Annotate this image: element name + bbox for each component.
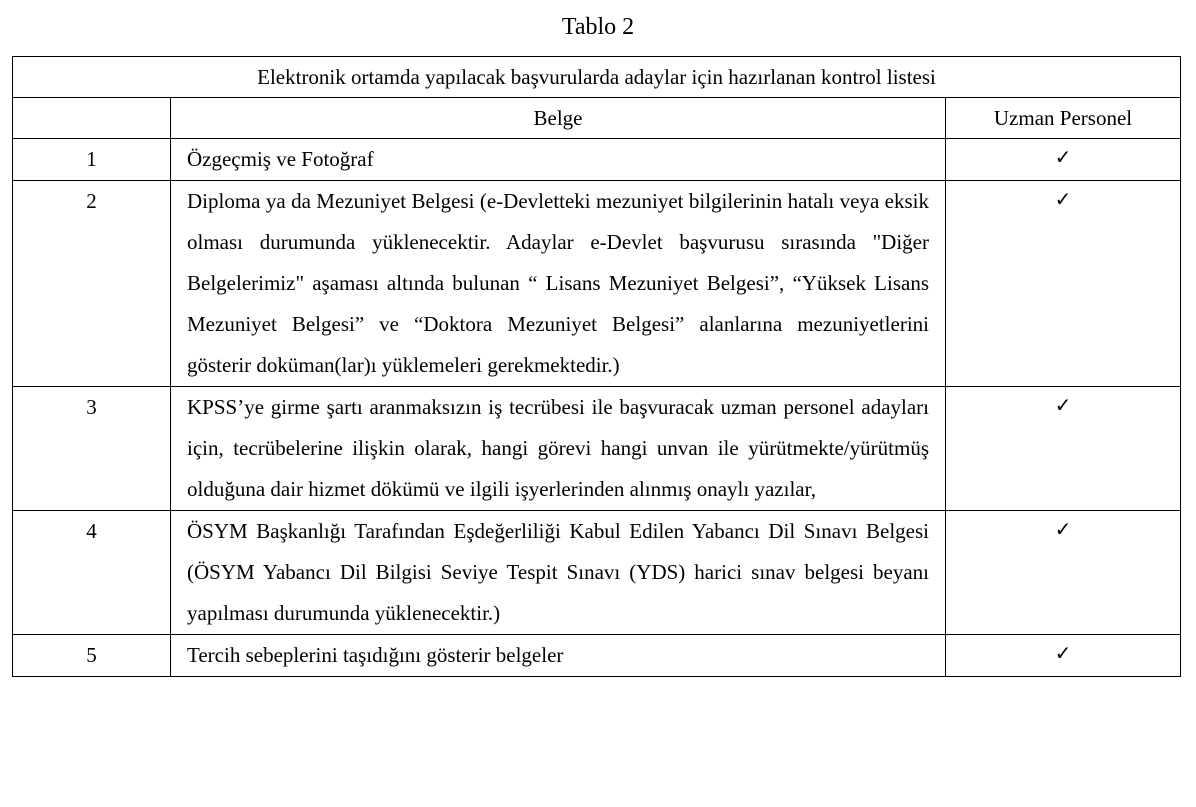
page-title: Tablo 2 [561, 14, 635, 40]
check-icon [946, 511, 1181, 635]
row-document: Diploma ya da Mezuniyet Belgesi (e-Devletteki mezuniyet bilgilerinin hatalı veya eksik olması durumunda yüklenecektir. Adaylar e-Devlet başvurusu sırasında "Diğer Belgelerimiz" aşaması altında bulunan “ Lisans Mezuniyet Belgesi”, “Yüksek Lisans Mezuniyet Belgesi” ve “Doktora Mezuniyet Belgesi” alanlarına mezuniyetlerini gösterir doküman(lar)ı yüklemeleri gerekmektedir.) [171, 181, 946, 387]
table-header-row [13, 98, 1181, 139]
checklist-table [12, 56, 1181, 677]
table-row [13, 387, 1181, 511]
header-document: Belge [171, 98, 946, 139]
table-caption-row [13, 57, 1181, 98]
check-icon [946, 635, 1181, 677]
row-document: KPSS’ye girme şartı aranmaksızın iş tecrübesi ile başvuracak uzman personel adayları için, tecrübelerine ilişkin olarak, hangi görevi hangi unvan ile yürütmekte/yürütmüş olduğuna dair hizmet dökümü ve ilgili işyerlerinden alınmış onaylı yazılar, [171, 387, 946, 511]
check-icon [946, 181, 1181, 387]
table-caption: Elektronik ortamda yapılacak başvurularda adaylar için hazırlanan kontrol listesi [13, 57, 1181, 98]
row-document: Özgeçmiş ve Fotoğraf [171, 139, 946, 181]
row-number: 5 [13, 635, 171, 677]
row-number: 3 [13, 387, 171, 511]
header-expert-personnel: Uzman Personel [946, 98, 1181, 139]
table-row [13, 511, 1181, 635]
check-mark: ✓ [1054, 641, 1072, 665]
table-row [13, 181, 1181, 387]
check-mark: ✓ [1054, 517, 1072, 541]
header-number [13, 98, 171, 139]
table-row [13, 139, 1181, 181]
check-mark: ✓ [1054, 187, 1072, 211]
row-document: Tercih sebeplerini taşıdığını gösterir belgeler [171, 635, 946, 677]
check-icon [946, 139, 1181, 181]
row-number: 1 [13, 139, 171, 181]
row-document: ÖSYM Başkanlığı Tarafından Eşdeğerliliği Kabul Edilen Yabancı Dil Sınavı Belgesi (ÖSYM Yabancı Dil Bilgisi Seviye Tespit Sınavı (YDS) harici sınav belgesi beyanı yapılması durumunda yüklenecektir.) [171, 511, 946, 635]
row-number: 4 [13, 511, 171, 635]
table-row [13, 635, 1181, 677]
row-number: 2 [13, 181, 171, 387]
check-mark: ✓ [1054, 393, 1072, 417]
check-mark: ✓ [1054, 145, 1072, 169]
check-icon [946, 387, 1181, 511]
